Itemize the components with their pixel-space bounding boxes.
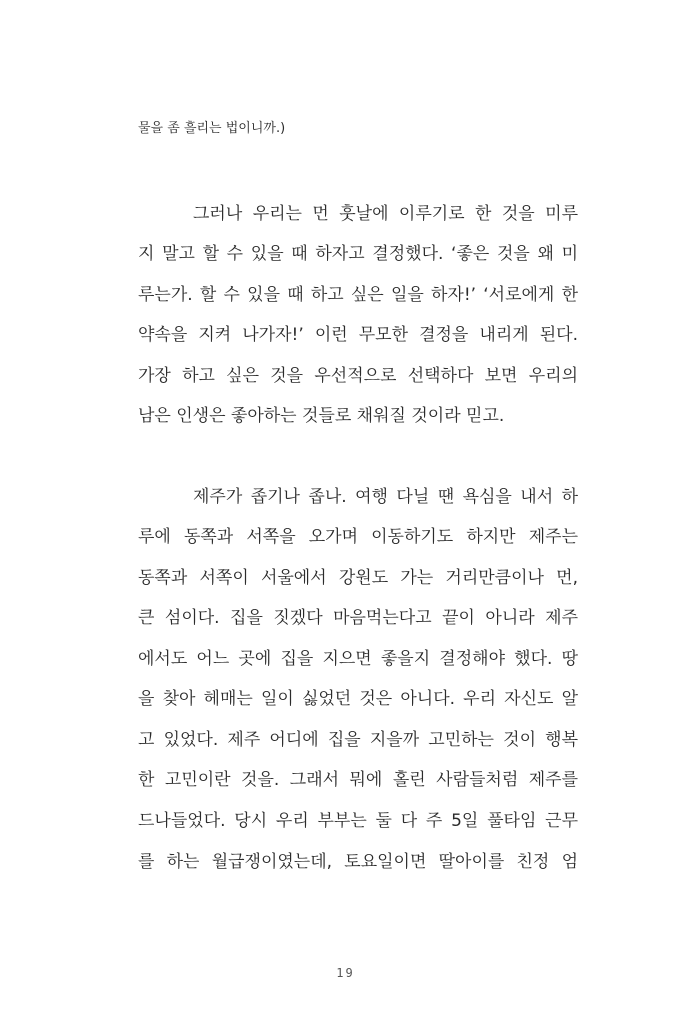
- paragraph-line: 루는가. 할 수 있을 때 하고 싶은 일을 하자!’ ‘서로에게 한: [138, 285, 578, 305]
- page-number: 19: [336, 966, 355, 980]
- paragraph-line: 가장 하고 싶은 것을 우선적으로 선택하다 보면 우리의: [138, 366, 578, 386]
- paragraph-line: 그러나 우리는 먼 훗날에 이루기로 한 것을 미루: [193, 204, 578, 224]
- paragraph-line: 고 있었다. 제주 어디에 집을 지을까 고민하는 것이 행복: [138, 730, 578, 750]
- paragraph-line: 한 고민이란 것을. 그래서 뭐에 홀린 사람들처럼 제주를: [138, 770, 578, 790]
- paragraph-line: 을 찾아 헤매는 일이 싫었던 것은 아니다. 우리 자신도 알: [138, 689, 578, 709]
- paragraph-line: 큰 섬이다. 집을 짓겠다 마음먹는다고 끝이 아니라 제주: [138, 608, 578, 628]
- paragraph-line: 에서도 어느 곳에 집을 지으면 좋을지 결정해야 했다. 땅: [138, 649, 578, 669]
- paragraph-line: 동쪽과 서쪽이 서울에서 강원도 가는 거리만큼이나 먼,: [138, 568, 578, 588]
- paragraph-line: 지 말고 할 수 있을 때 하자고 결정했다. ‘좋은 것을 왜 미: [138, 244, 578, 264]
- paragraph-line: 드나들었다. 당시 우리 부부는 둘 다 주 5일 풀타임 근무: [138, 811, 578, 831]
- paragraph-line: 루에 동쪽과 서쪽을 오가며 이동하기도 하지만 제주는: [138, 527, 578, 547]
- paragraph-line: 를 하는 월급쟁이였는데, 토요일이면 딸아이를 친정 엄: [138, 852, 578, 872]
- paragraph-line: 남은 인생은 좋아하는 것들로 채워질 것이라 믿고.: [138, 406, 505, 426]
- paragraph-line: 제주가 좁기나 좁나. 여행 다닐 땐 욕심을 내서 하: [193, 487, 578, 507]
- paragraph-line: 약속을 지켜 나가자!’ 이런 무모한 결정을 내리게 된다.: [138, 325, 578, 345]
- continued-text-fragment: 물을 좀 흘리는 법이니까.): [138, 121, 286, 136]
